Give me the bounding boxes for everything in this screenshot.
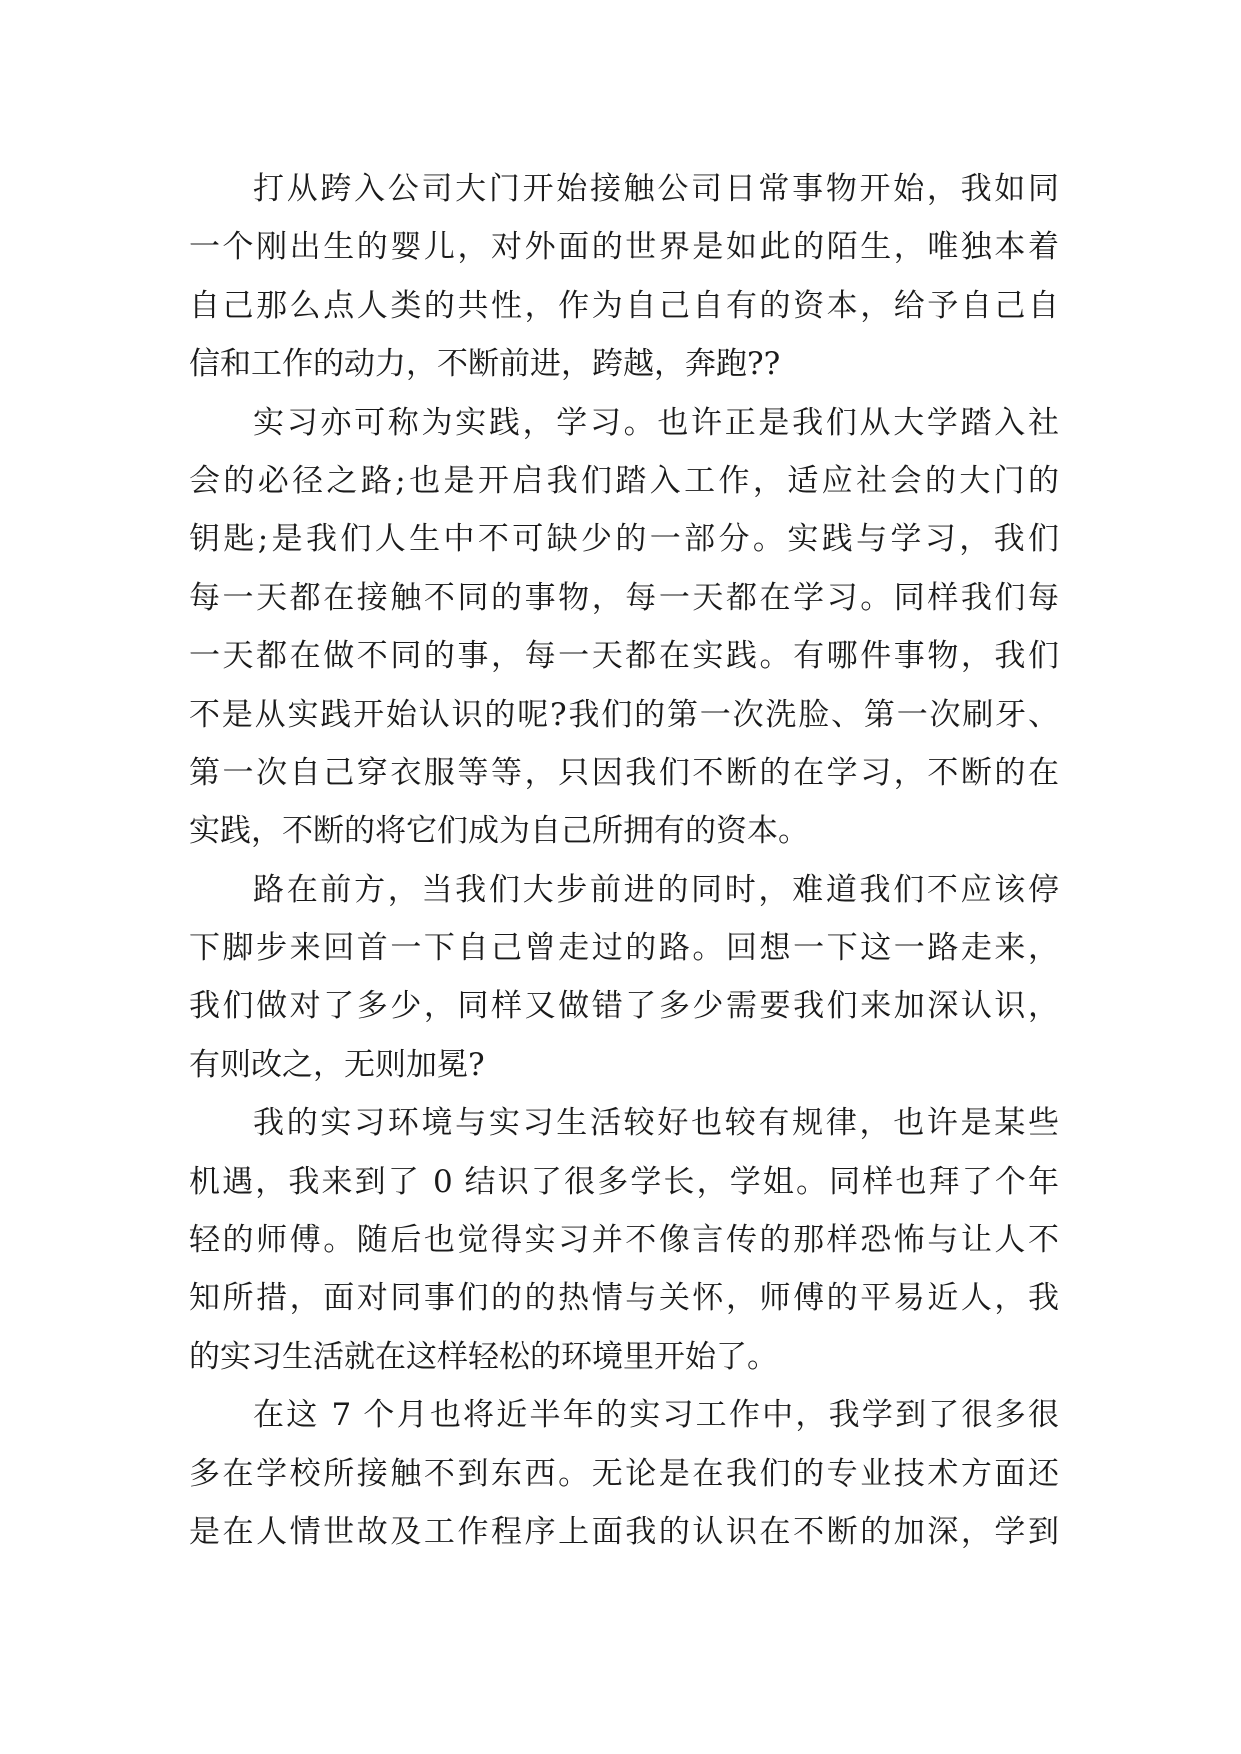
text-line: 一个刚出生的婴儿，对外面的世界是如此的陌生，唯独本着 <box>189 229 1059 266</box>
document-body <box>189 160 1059 1561</box>
text-line: 我的实习环境与实习生活较好也较有规律，也许是某些 <box>253 1105 1059 1142</box>
text-line: 每一天都在接触不同的事物，每一天都在学习。同样我们每 <box>189 579 1059 616</box>
text-line: 信和工作的动力，不断前进，跨越，奔跑?? <box>189 346 781 383</box>
paragraph-5 <box>189 1386 1059 1561</box>
text-line: 我们做对了多少，同样又做错了多少需要我们来加深认识， <box>189 988 1059 1025</box>
text-line: 的实习生活就在这样轻松的环境里开始了。 <box>189 1338 778 1375</box>
text-line: 多在学校所接触不到东西。无论是在我们的专业技术方面还 <box>189 1455 1059 1492</box>
text-line: 轻的师傅。随后也觉得实习并不像言传的那样恐怖与让人不 <box>189 1222 1059 1259</box>
text-line: 是在人情世故及工作程序上面我的认识在不断的加深，学到 <box>189 1513 1059 1550</box>
paragraph-2 <box>189 394 1059 861</box>
text-line: 钥匙;是我们人生中不可缺少的一部分。实践与学习，我们 <box>189 521 1059 558</box>
text-line: 在这 7 个月也将近半年的实习工作中，我学到了很多很 <box>253 1397 1059 1434</box>
text-line: 自己那么点人类的共性，作为自己自有的资本，给予自己自 <box>189 287 1059 324</box>
text-line: 一天都在做不同的事，每一天都在实践。有哪件事物，我们 <box>189 638 1059 675</box>
text-line: 第一次自己穿衣服等等，只因我们不断的在学习，不断的在 <box>189 754 1059 791</box>
paragraph-4 <box>189 1094 1059 1386</box>
paragraph-3 <box>189 861 1059 1095</box>
text-line: 实践，不断的将它们成为自己所拥有的资本。 <box>189 813 809 850</box>
text-line: 打从跨入公司大门开始接触公司日常事物开始，我如同 <box>253 171 1059 207</box>
paragraph-1 <box>189 160 1059 394</box>
text-line: 下脚步来回首一下自己曾走过的路。回想一下这一路走来， <box>189 930 1059 967</box>
text-line: 会的必径之路;也是开启我们踏入工作，适应社会的大门的 <box>189 462 1059 499</box>
text-line: 有则改之，无则加冕? <box>189 1046 485 1083</box>
text-line: 机遇，我来到了 0 结识了很多学长，学姐。同样也拜了个年 <box>189 1163 1059 1200</box>
text-line: 知所措，面对同事们的的热情与关怀，师傅的平易近人，我 <box>189 1280 1059 1317</box>
text-line: 不是从实践开始认识的呢?我们的第一次洗脸、第一次刷牙、 <box>189 696 1059 733</box>
text-line: 路在前方，当我们大步前进的同时，难道我们不应该停 <box>253 871 1059 908</box>
text-line: 实习亦可称为实践，学习。也许正是我们从大学踏入社 <box>253 404 1059 441</box>
